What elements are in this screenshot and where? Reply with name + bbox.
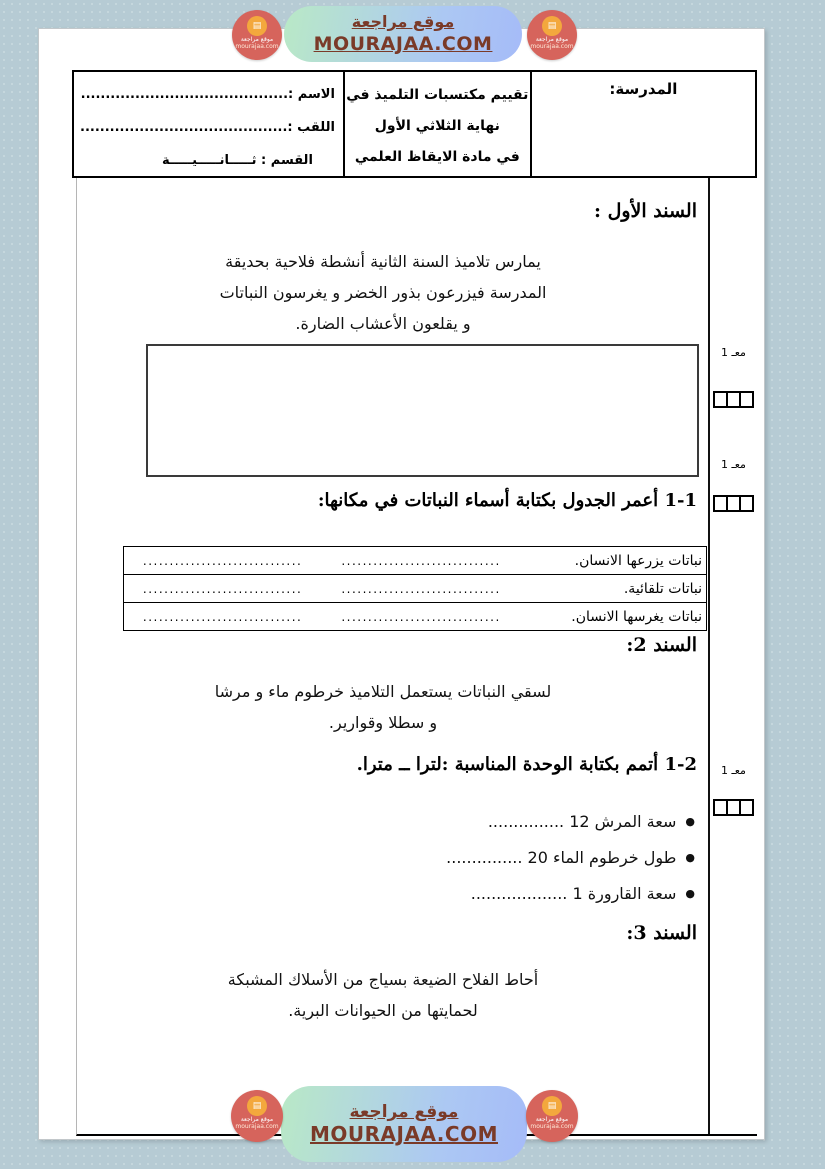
answer-cell[interactable]: .............................. <box>321 575 521 603</box>
unit-answers-list <box>446 804 695 912</box>
bullet-icon: ● <box>685 815 695 828</box>
badge-text-arabic: موقع مراجعة <box>535 1116 569 1123</box>
site-name-arabic: موقع مراجعة <box>349 1102 459 1122</box>
section3-text-line: لحمايتها من الحيوانات البرية. <box>288 1001 478 1020</box>
school-field <box>532 72 755 176</box>
question-text: أعمر الجدول بكتابة أسماء النباتات في مكانها: <box>317 490 659 511</box>
table-row <box>124 547 707 575</box>
site-domain: MOURAJAA.COM <box>313 33 493 55</box>
table-row <box>124 575 707 603</box>
answer-cell[interactable]: .............................. <box>124 547 322 575</box>
score-criterion-label: معـ 1 <box>721 458 746 471</box>
answer-cell[interactable]: .............................. <box>124 575 322 603</box>
site-name-arabic: موقع مراجعة <box>351 12 455 31</box>
logo-book-icon: ▤ <box>247 16 267 36</box>
exam-header-table <box>72 70 757 178</box>
answer-cell[interactable]: .............................. <box>341 609 501 624</box>
site-logo-badge <box>231 1090 283 1142</box>
student-surname-field: اللقب :.......................................... <box>80 120 335 135</box>
score-boxes <box>713 391 754 408</box>
score-box <box>739 497 752 510</box>
exam-title <box>343 72 532 176</box>
score-margin <box>710 178 757 1134</box>
badge-text-domain: mourajaa.com <box>235 1123 279 1130</box>
row-label: نباتات تلقائية. <box>521 575 707 603</box>
badge-text-domain: mourajaa.com <box>530 1123 574 1130</box>
student-info <box>74 72 343 176</box>
row-label: نباتات يزرعها الانسان. <box>521 547 707 575</box>
section3-text-line: أحاط الفلاح الضيعة بسياج من الأسلاك المشبكة <box>227 970 539 989</box>
score-box <box>739 393 752 406</box>
score-box <box>715 801 726 814</box>
list-item-text: سعة القارورة 1 ................... <box>470 884 677 903</box>
badge-text-arabic: موقع مراجعة <box>240 1116 274 1123</box>
score-box <box>715 497 726 510</box>
section3-heading: السند 3: <box>626 922 697 944</box>
exam-title-line: في مادة الايقاظ العلمي <box>354 149 520 165</box>
logo-book-icon: ▤ <box>542 16 562 36</box>
question-number: 1-2 <box>664 754 697 775</box>
section3-text <box>103 964 663 1026</box>
section2-text <box>103 676 663 738</box>
badge-text-domain: mourajaa.com <box>530 43 574 50</box>
score-box <box>726 801 739 814</box>
site-logo-badge <box>526 1090 578 1142</box>
section2-text-line: لسقي النباتات يستعمل التلاميذ خرطوم ماء و مرشا <box>214 682 552 701</box>
site-domain: MOURAJAA.COM <box>310 1122 498 1146</box>
site-logo-badge <box>527 10 577 60</box>
table-row <box>124 603 707 631</box>
question-text: أتمم بكتابة الوحدة المناسبة :لترا ــ مترا. <box>356 754 659 775</box>
score-boxes <box>713 799 754 816</box>
section1-heading: السند الأول : <box>593 200 697 222</box>
list-item[interactable] <box>446 840 695 876</box>
list-item-text: سعة المرش 12 ............... <box>487 812 677 831</box>
score-criterion-label: معـ 1 <box>721 764 746 777</box>
exam-title-line: تقييم مكتسبات التلميذ في <box>346 87 529 103</box>
score-boxes <box>713 495 754 512</box>
list-item-text: طول خرطوم الماء 20 ............... <box>446 848 677 867</box>
section1-text <box>103 246 663 339</box>
badge-text-domain: mourajaa.com <box>235 43 279 50</box>
section1-text-line: و يقلعون الأعشاب الضارة. <box>295 314 471 333</box>
section1-text-line: يمارس تلاميذ السنة الثانية أنشطة فلاحية بحديقة <box>225 252 541 271</box>
answer-cell[interactable]: .............................. <box>321 547 521 575</box>
exam-title-line: نهاية الثلاثي الأول <box>374 118 500 134</box>
question-number: 1-1 <box>664 490 697 511</box>
score-criterion-label: معـ 1 <box>721 346 746 359</box>
exam-body <box>76 178 757 1136</box>
student-name-field: الاسم :.......................................... <box>80 87 335 102</box>
row-label: نباتات يغرسها الانسان. <box>571 608 702 625</box>
list-item[interactable] <box>446 804 695 840</box>
student-class-field: القسم : ثـــــانـــــيـــــة <box>162 153 313 168</box>
plants-table <box>123 546 707 631</box>
bullet-icon: ● <box>685 851 695 864</box>
illustration-answer-box <box>146 344 699 477</box>
section2-text-line: و سطلا وقوارير. <box>328 713 438 732</box>
section2-heading: السند 2: <box>626 634 697 656</box>
logo-book-icon: ▤ <box>542 1096 562 1116</box>
score-box <box>726 497 739 510</box>
score-box <box>715 393 726 406</box>
site-banner-top <box>284 6 522 62</box>
site-logo-badge <box>232 10 282 60</box>
site-banner-bottom <box>281 1086 527 1162</box>
list-item[interactable] <box>446 876 695 912</box>
bullet-icon: ● <box>685 887 695 900</box>
school-label: المدرسة: <box>609 80 678 98</box>
badge-text-arabic: موقع مراجعة <box>535 36 569 43</box>
question-1-2 <box>357 754 697 775</box>
score-box <box>726 393 739 406</box>
score-box <box>739 801 752 814</box>
section1-text-line: المدرسة فيزرعون بذور الخضر و يغرسون النباتات <box>219 283 547 302</box>
badge-text-arabic: موقع مراجعة <box>240 36 274 43</box>
answer-cell[interactable]: .............................. <box>124 603 322 631</box>
question-1-1 <box>318 490 697 511</box>
logo-book-icon: ▤ <box>247 1096 267 1116</box>
